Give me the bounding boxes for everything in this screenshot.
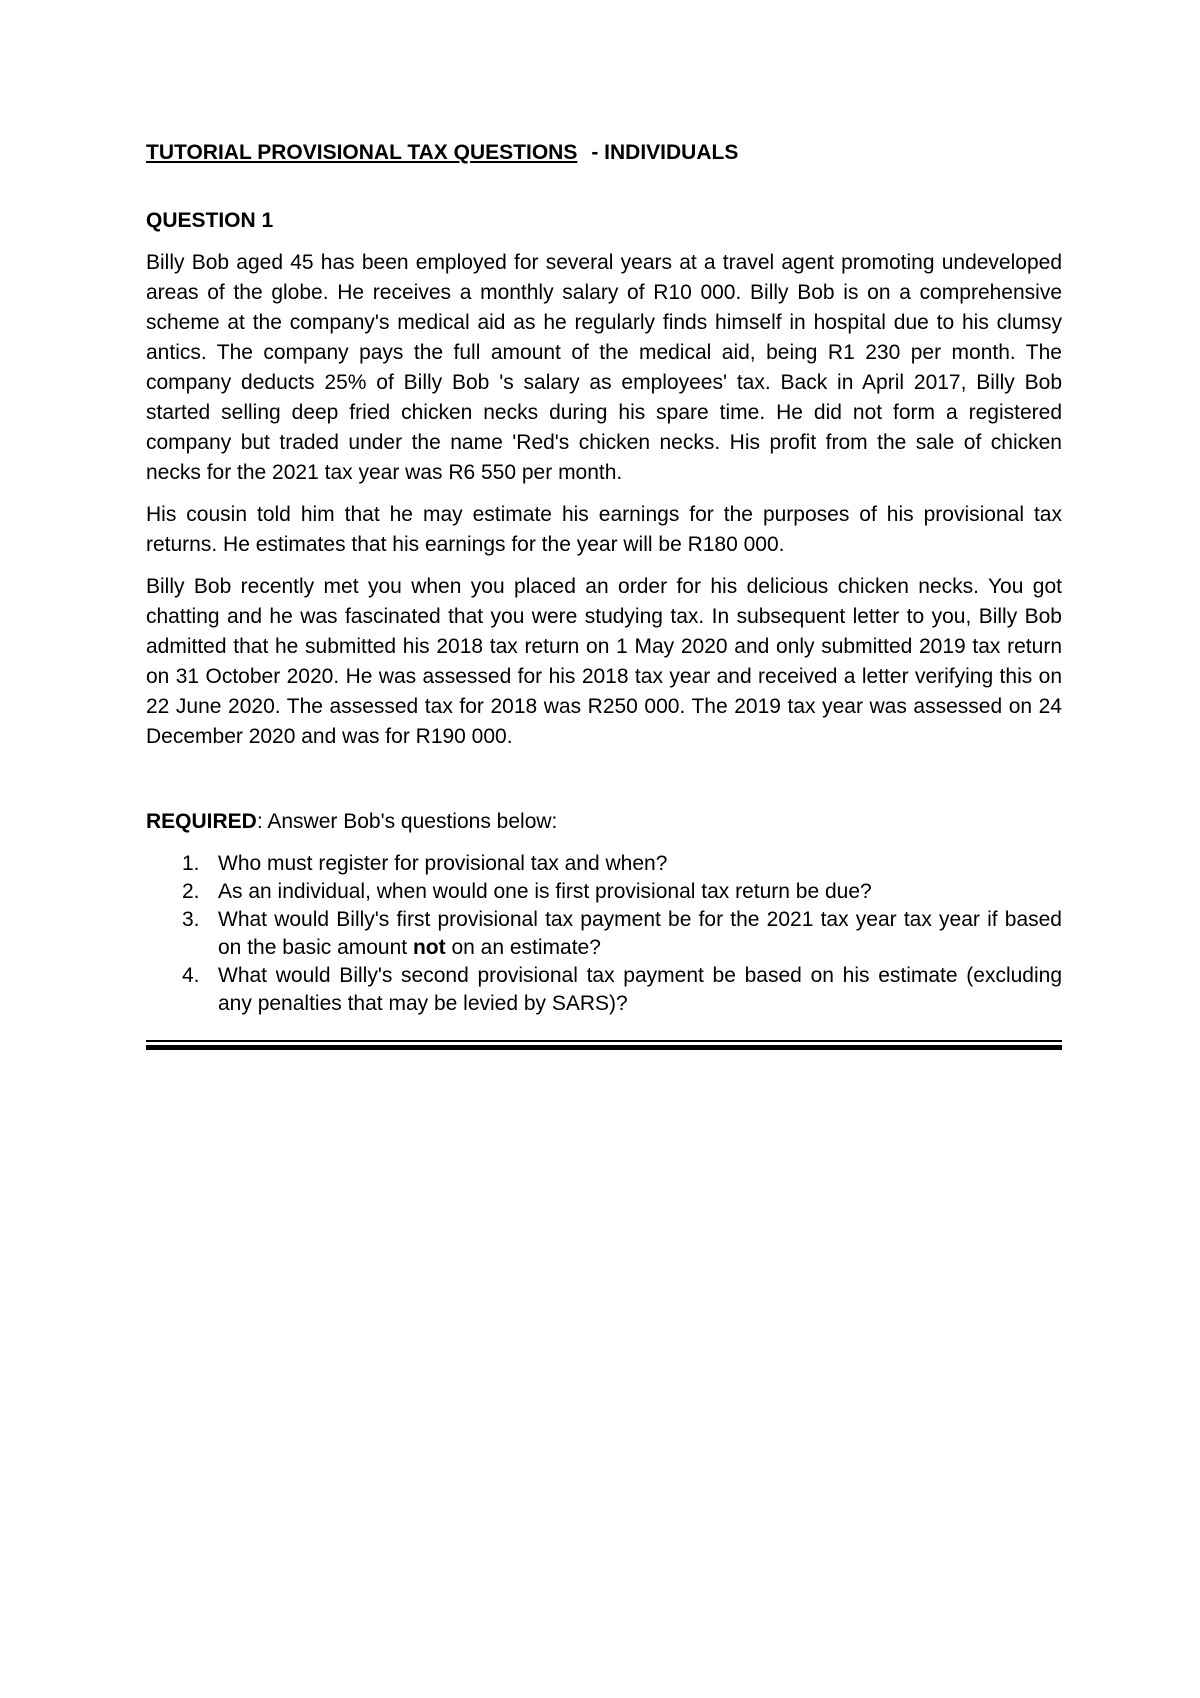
list-item-number: 3.	[182, 908, 200, 931]
list-item-text: As an individual, when would one is first provisional tax return be due?	[218, 880, 872, 903]
document-title	[146, 140, 1062, 166]
list-item-number: 1.	[182, 852, 200, 875]
list-item-bold-word: not	[412, 936, 446, 959]
list-item-text: What would Billy's second provisional tax payment be based on his estimate (excluding any penalties that may be levied by SARS)?	[218, 964, 1062, 1015]
list-item-text: Who must register for provisional tax and when?	[218, 852, 668, 875]
rule-thick-line	[146, 1045, 1062, 1050]
list-item-number: 4.	[182, 964, 200, 987]
title-main: TUTORIAL PROVISIONAL TAX QUESTIONS	[146, 141, 578, 164]
list-item	[146, 962, 1062, 1018]
required-section	[146, 808, 1062, 1018]
question-paragraph-2: His cousin told him that he may estimate his earnings for the purposes of his provisional tax returns. He estimates that his earnings for the year will be R180 000.	[146, 503, 1062, 556]
question-paragraph-1: Billy Bob aged 45 has been employed for several years at a travel agent promoting undeveloped areas of the globe. He receives a monthly salary of R10 000. Billy Bob is on a comprehensive scheme at the company's medical aid as he regularly finds himself in hospital due to his clumsy antics. The company pays the full amount of the medical aid, being R1 230 per month. The company deducts 25% of Billy Bob 's salary as employees' tax. Back in April 2017, Billy Bob started selling deep fried chicken necks during his spare time. He did not form a registered company but traded under the name 'Red's chicken necks. His profit from the sale of chicken necks for the 2021 tax year was R6 550 per month.	[146, 251, 1062, 484]
question-heading: QUESTION 1	[146, 209, 274, 232]
required-label: REQUIRED	[146, 810, 257, 833]
list-item-number: 2.	[182, 880, 200, 903]
question-paragraph-3: Billy Bob recently met you when you placed an order for his delicious chicken necks. You got chatting and he was fascinated that you were studying tax. In subsequent letter to you, Billy Bob admitted that he submitted his 2018 tax return on 1 May 2020 and only submitted 2019 tax return on 31 October 2020. He was assessed for his 2018 tax year and received a letter verifying this on 22 June 2020. The assessed tax for 2018 was R250 000. The 2019 tax year was assessed on 24 December 2020 and was for R190 000.	[146, 575, 1062, 748]
list-item	[146, 878, 1062, 906]
list-item	[146, 850, 1062, 878]
required-text: : Answer Bob's questions below:	[256, 810, 558, 833]
double-rule-divider	[146, 1040, 1062, 1050]
list-item	[146, 906, 1062, 962]
document-page	[146, 140, 1062, 1050]
title-suffix: - INDIVIDUALS	[591, 141, 739, 164]
required-intro	[146, 808, 1062, 836]
list-item-text-after: on an estimate?	[445, 936, 601, 959]
required-list	[146, 850, 1062, 1018]
list-item-text-before: What would Billy's first provisional tax payment be for the 2021 tax year tax year if based on the basic amount	[218, 908, 1062, 959]
